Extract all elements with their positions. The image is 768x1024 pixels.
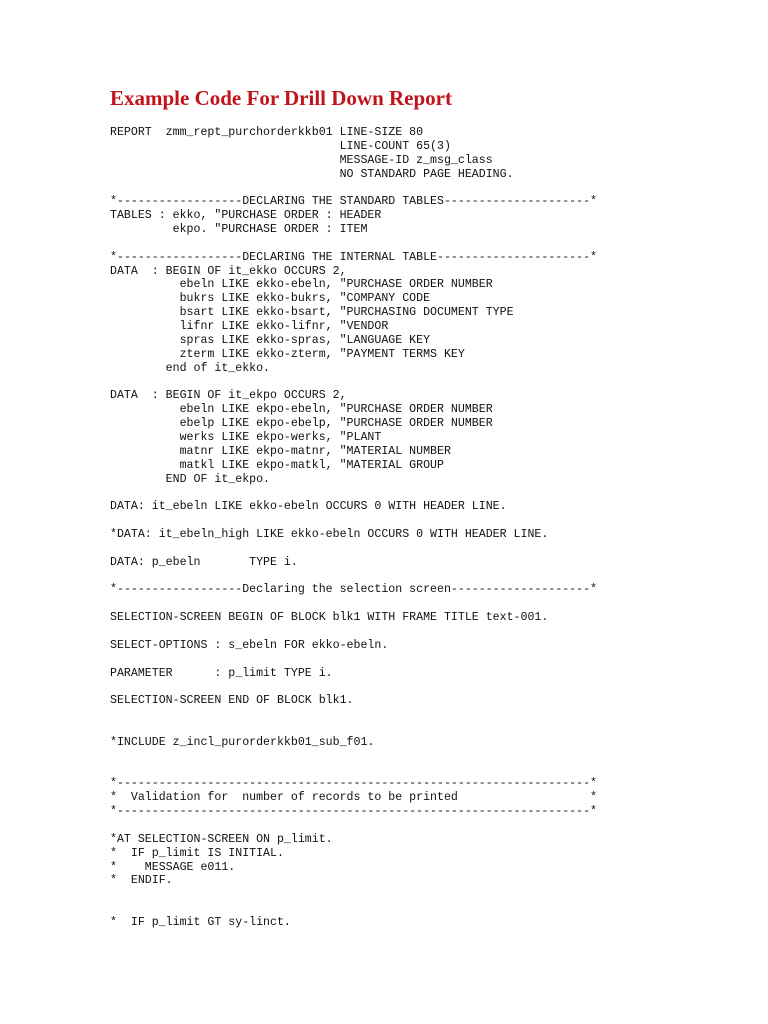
code-line: LINE-COUNT 65(3) [110,139,451,153]
code-line: MESSAGE-ID z_msg_class [110,153,493,167]
code-line: DATA : BEGIN OF it_ekpo OCCURS 2, [110,389,347,403]
code-line: zterm LIKE ekko-zterm, "PAYMENT TERMS KEY [110,347,465,361]
code-line: SELECT-OPTIONS : s_ebeln FOR ekko-ebeln. [110,638,389,652]
code-line: ebeln LIKE ekko-ebeln, "PURCHASE ORDER NUMBER [110,278,493,292]
code-line: matkl LIKE ekpo-matkl, "MATERIAL GROUP [110,458,444,472]
code-line: lifnr LIKE ekko-lifnr, "VENDOR [110,320,389,334]
document-title: Example Code For Drill Down Report [110,86,452,110]
code-line: REPORT zmm_rept_purchorderkkb01 LINE-SIZE 80 [110,126,424,139]
code-line: SELECTION-SCREEN BEGIN OF BLOCK blk1 WITH FRAME TITLE text-001. [110,611,549,625]
code-line: *DATA: it_ebeln_high LIKE ekko-ebeln OCCURS 0 WITH HEADER LINE. [110,527,549,541]
code-line: spras LIKE ekko-spras, "LANGUAGE KEY [110,333,431,347]
code-line: end of it_ekko. [110,361,271,375]
code-line: matnr LIKE ekpo-matnr, "MATERIAL NUMBER [110,444,451,458]
code-line: * ENDIF. [110,874,173,888]
code-line: ekpo. "PURCHASE ORDER : ITEM [110,223,368,237]
code-line: *AT SELECTION-SCREEN ON p_limit. [110,832,333,846]
code-line: bsart LIKE ekko-bsart, "PURCHASING DOCUMENT TYPE [110,306,514,320]
code-line: *--------------------------------------------------------------------* [110,777,598,791]
code-line: bukrs LIKE ekko-bukrs, "COMPANY CODE [110,292,431,306]
code-line: *------------------Declaring the selection screen--------------------* [110,583,598,597]
code-line: werks LIKE ekpo-werks, "PLANT [110,430,382,444]
code-line: TABLES : ekko, "PURCHASE ORDER : HEADER [110,209,382,223]
code-line: PARAMETER : p_limit TYPE i. [110,666,333,680]
code-line: NO STANDARD PAGE HEADING. [110,167,514,181]
code-line: * Validation for number of records to be printed * [110,791,598,805]
code-line: SELECTION-SCREEN END OF BLOCK blk1. [110,694,354,708]
code-line: DATA : BEGIN OF it_ekko OCCURS 2, [110,264,347,278]
code-line: * MESSAGE e011. [110,860,236,874]
code-line: DATA: p_ebeln TYPE i. [110,555,298,569]
code-line: *--------------------------------------------------------------------* [110,805,598,819]
code-line: * IF p_limit IS INITIAL. [110,846,284,860]
code-line: DATA: it_ebeln LIKE ekko-ebeln OCCURS 0 WITH HEADER LINE. [110,500,507,514]
code-line: *------------------DECLARING THE INTERNAL TABLE----------------------* [110,250,598,264]
code-line: *INCLUDE z_incl_purorderkkb01_sub_f01. [110,735,375,749]
code-line: * IF p_limit GT sy-linct. [110,916,291,930]
code-line: ebelp LIKE ekpo-ebelp, "PURCHASE ORDER NUMBER [110,417,493,431]
code-line: *------------------DECLARING THE STANDARD TABLES---------------------* [110,195,598,209]
code-line: ebeln LIKE ekpo-ebeln, "PURCHASE ORDER NUMBER [110,403,493,417]
code-line: END OF it_ekpo. [110,472,271,486]
